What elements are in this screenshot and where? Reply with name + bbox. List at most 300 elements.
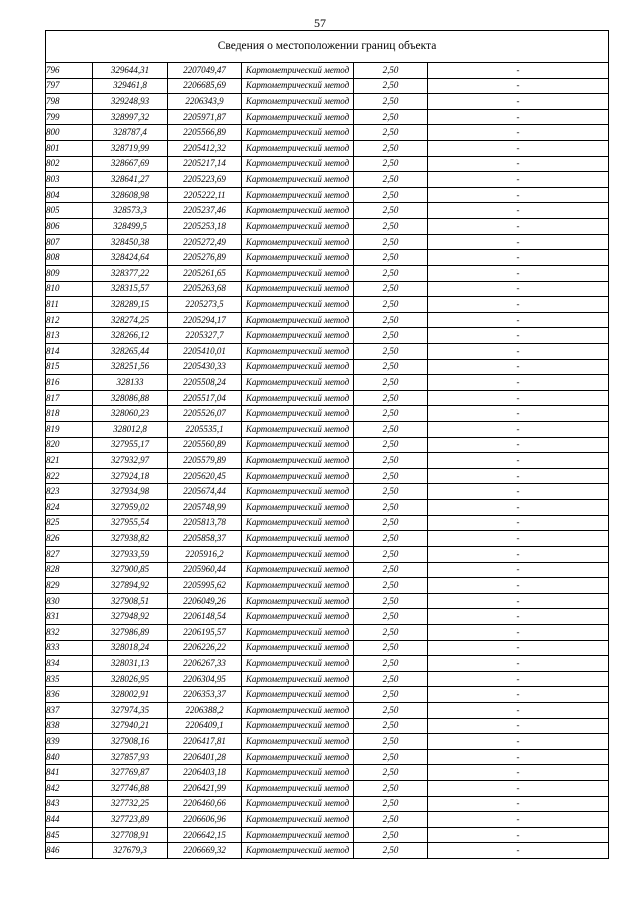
coord-x-cell: 328031,13 [93, 656, 168, 672]
method-cell: Картометрический метод [242, 109, 354, 125]
coord-y-cell: 2205560,89 [168, 437, 242, 453]
method-cell: Картометрический метод [242, 812, 354, 828]
point-number-cell: 800 [46, 125, 93, 141]
point-number-cell: 834 [46, 656, 93, 672]
method-cell: Картометрический метод [242, 500, 354, 516]
coord-y-cell: 2206642,15 [168, 827, 242, 843]
point-number-cell: 843 [46, 796, 93, 812]
table-row [46, 827, 609, 843]
accuracy-cell: 2,50 [354, 781, 428, 797]
table-row [46, 468, 609, 484]
coord-y-cell: 2205916,2 [168, 546, 242, 562]
point-number-cell: 842 [46, 781, 93, 797]
coord-y-cell: 2205273,5 [168, 297, 242, 313]
description-cell: - [428, 827, 609, 843]
coord-x-cell: 327940,21 [93, 718, 168, 734]
coord-y-cell: 2205223,69 [168, 172, 242, 188]
table-row [46, 718, 609, 734]
coord-x-cell: 327932,97 [93, 453, 168, 469]
accuracy-cell: 2,50 [354, 765, 428, 781]
method-cell: Картометрический метод [242, 250, 354, 266]
coord-x-cell: 328289,15 [93, 297, 168, 313]
accuracy-cell: 2,50 [354, 78, 428, 94]
table-row [46, 812, 609, 828]
table-row [46, 281, 609, 297]
coord-y-cell: 2206401,28 [168, 749, 242, 765]
point-number-cell: 812 [46, 312, 93, 328]
coord-x-cell: 328997,32 [93, 109, 168, 125]
method-cell: Картометрический метод [242, 78, 354, 94]
coord-x-cell: 328787,4 [93, 125, 168, 141]
table-row [46, 562, 609, 578]
coord-y-cell: 2206685,69 [168, 78, 242, 94]
coord-y-cell: 2205620,45 [168, 468, 242, 484]
method-cell: Картометрический метод [242, 593, 354, 609]
point-number-cell: 813 [46, 328, 93, 344]
table-row [46, 515, 609, 531]
table-row [46, 297, 609, 313]
accuracy-cell: 2,50 [354, 453, 428, 469]
coord-x-cell: 328424,64 [93, 250, 168, 266]
description-cell: - [428, 406, 609, 422]
table-row [46, 749, 609, 765]
coord-y-cell: 2206353,37 [168, 687, 242, 703]
coord-y-cell: 2206460,66 [168, 796, 242, 812]
coord-x-cell: 329644,31 [93, 63, 168, 79]
description-cell: - [428, 718, 609, 734]
coord-x-cell: 328251,56 [93, 359, 168, 375]
description-cell: - [428, 63, 609, 79]
coord-y-cell: 2205960,44 [168, 562, 242, 578]
coord-x-cell: 328499,5 [93, 219, 168, 235]
point-number-cell: 828 [46, 562, 93, 578]
method-cell: Картометрический метод [242, 359, 354, 375]
table-row [46, 702, 609, 718]
coord-x-cell: 327746,88 [93, 781, 168, 797]
coord-y-cell: 2205327,7 [168, 328, 242, 344]
accuracy-cell: 2,50 [354, 734, 428, 750]
coord-x-cell: 328060,23 [93, 406, 168, 422]
point-number-cell: 844 [46, 812, 93, 828]
method-cell: Картометрический метод [242, 671, 354, 687]
accuracy-cell: 2,50 [354, 390, 428, 406]
point-number-cell: 804 [46, 187, 93, 203]
coord-y-cell: 2205813,78 [168, 515, 242, 531]
accuracy-cell: 2,50 [354, 219, 428, 235]
coord-y-cell: 2206669,32 [168, 843, 242, 859]
table-row [46, 203, 609, 219]
point-number-cell: 839 [46, 734, 93, 750]
coord-x-cell: 328026,95 [93, 671, 168, 687]
description-cell: - [428, 187, 609, 203]
coord-x-cell: 328608,98 [93, 187, 168, 203]
coord-x-cell: 328086,88 [93, 390, 168, 406]
accuracy-cell: 2,50 [354, 297, 428, 313]
point-number-cell: 821 [46, 453, 93, 469]
point-number-cell: 829 [46, 578, 93, 594]
accuracy-cell: 2,50 [354, 515, 428, 531]
point-number-cell: 837 [46, 702, 93, 718]
accuracy-cell: 2,50 [354, 265, 428, 281]
description-cell: - [428, 656, 609, 672]
method-cell: Картометрический метод [242, 172, 354, 188]
accuracy-cell: 2,50 [354, 656, 428, 672]
coord-y-cell: 2206388,2 [168, 702, 242, 718]
method-cell: Картометрический метод [242, 687, 354, 703]
table-row [46, 328, 609, 344]
table-row [46, 422, 609, 438]
accuracy-cell: 2,50 [354, 812, 428, 828]
description-cell: - [428, 125, 609, 141]
coord-x-cell: 327924,18 [93, 468, 168, 484]
description-cell: - [428, 359, 609, 375]
table-row [46, 78, 609, 94]
accuracy-cell: 2,50 [354, 749, 428, 765]
coord-x-cell: 328012,8 [93, 422, 168, 438]
accuracy-cell: 2,50 [354, 500, 428, 516]
table-row [46, 437, 609, 453]
table-row [46, 796, 609, 812]
coord-y-cell: 2205294,17 [168, 312, 242, 328]
coord-y-cell: 2206606,96 [168, 812, 242, 828]
method-cell: Картометрический метод [242, 578, 354, 594]
description-cell: - [428, 468, 609, 484]
coord-y-cell: 2205272,49 [168, 234, 242, 250]
method-cell: Картометрический метод [242, 781, 354, 797]
table-row [46, 125, 609, 141]
accuracy-cell: 2,50 [354, 281, 428, 297]
point-number-cell: 798 [46, 94, 93, 110]
coord-x-cell: 327974,35 [93, 702, 168, 718]
coord-x-cell: 327934,98 [93, 484, 168, 500]
method-cell: Картометрический метод [242, 422, 354, 438]
table-row [46, 656, 609, 672]
coord-x-cell: 327900,85 [93, 562, 168, 578]
method-cell: Картометрический метод [242, 734, 354, 750]
coord-y-cell: 2205535,1 [168, 422, 242, 438]
description-cell: - [428, 437, 609, 453]
method-cell: Картометрический метод [242, 827, 354, 843]
point-number-cell: 824 [46, 500, 93, 516]
point-number-cell: 831 [46, 609, 93, 625]
coord-y-cell: 2205579,89 [168, 453, 242, 469]
table-row [46, 234, 609, 250]
point-number-cell: 823 [46, 484, 93, 500]
method-cell: Картометрический метод [242, 265, 354, 281]
method-cell: Картометрический метод [242, 328, 354, 344]
point-number-cell: 801 [46, 141, 93, 157]
point-number-cell: 809 [46, 265, 93, 281]
method-cell: Картометрический метод [242, 562, 354, 578]
coord-y-cell: 2205748,99 [168, 500, 242, 516]
accuracy-cell: 2,50 [354, 484, 428, 500]
point-number-cell: 818 [46, 406, 93, 422]
accuracy-cell: 2,50 [354, 687, 428, 703]
point-number-cell: 802 [46, 156, 93, 172]
coord-y-cell: 2206409,1 [168, 718, 242, 734]
coord-x-cell: 328315,57 [93, 281, 168, 297]
coord-x-cell: 329461,8 [93, 78, 168, 94]
description-cell: - [428, 453, 609, 469]
point-number-cell: 825 [46, 515, 93, 531]
description-cell: - [428, 562, 609, 578]
method-cell: Картометрический метод [242, 468, 354, 484]
accuracy-cell: 2,50 [354, 187, 428, 203]
coord-x-cell: 328641,27 [93, 172, 168, 188]
method-cell: Картометрический метод [242, 843, 354, 859]
accuracy-cell: 2,50 [354, 437, 428, 453]
coord-y-cell: 2205276,89 [168, 250, 242, 266]
method-cell: Картометрический метод [242, 297, 354, 313]
point-number-cell: 797 [46, 78, 93, 94]
coord-y-cell: 2206304,95 [168, 671, 242, 687]
description-cell: - [428, 94, 609, 110]
coord-x-cell: 328573,3 [93, 203, 168, 219]
coord-x-cell: 328377,22 [93, 265, 168, 281]
table-row [46, 406, 609, 422]
method-cell: Картометрический метод [242, 141, 354, 157]
accuracy-cell: 2,50 [354, 109, 428, 125]
method-cell: Картометрический метод [242, 640, 354, 656]
method-cell: Картометрический метод [242, 515, 354, 531]
description-cell: - [428, 781, 609, 797]
description-cell: - [428, 219, 609, 235]
table-row [46, 187, 609, 203]
description-cell: - [428, 671, 609, 687]
coord-x-cell: 328266,12 [93, 328, 168, 344]
point-number-cell: 806 [46, 219, 93, 235]
table-row [46, 593, 609, 609]
accuracy-cell: 2,50 [354, 156, 428, 172]
coord-y-cell: 2205222,11 [168, 187, 242, 203]
coord-x-cell: 327908,16 [93, 734, 168, 750]
coord-x-cell: 327938,82 [93, 531, 168, 547]
accuracy-cell: 2,50 [354, 671, 428, 687]
coord-y-cell: 2205566,89 [168, 125, 242, 141]
method-cell: Картометрический метод [242, 718, 354, 734]
description-cell: - [428, 297, 609, 313]
method-cell: Картометрический метод [242, 437, 354, 453]
description-cell: - [428, 531, 609, 547]
accuracy-cell: 2,50 [354, 562, 428, 578]
coord-x-cell: 327679,3 [93, 843, 168, 859]
method-cell: Картометрический метод [242, 156, 354, 172]
accuracy-cell: 2,50 [354, 593, 428, 609]
coord-x-cell: 327955,17 [93, 437, 168, 453]
table-row [46, 390, 609, 406]
table-row [46, 265, 609, 281]
method-cell: Картометрический метод [242, 796, 354, 812]
table-row [46, 671, 609, 687]
table-row [46, 94, 609, 110]
method-cell: Картометрический метод [242, 406, 354, 422]
method-cell: Картометрический метод [242, 375, 354, 391]
method-cell: Картометрический метод [242, 656, 354, 672]
point-number-cell: 822 [46, 468, 93, 484]
table-row [46, 624, 609, 640]
coord-x-cell: 327723,89 [93, 812, 168, 828]
table-row [46, 734, 609, 750]
coord-y-cell: 2206343,9 [168, 94, 242, 110]
coord-y-cell: 2205995,62 [168, 578, 242, 594]
point-number-cell: 799 [46, 109, 93, 125]
accuracy-cell: 2,50 [354, 375, 428, 391]
description-cell: - [428, 422, 609, 438]
coord-y-cell: 2205508,24 [168, 375, 242, 391]
description-cell: - [428, 500, 609, 516]
coord-x-cell: 328667,69 [93, 156, 168, 172]
coord-y-cell: 2205410,01 [168, 343, 242, 359]
coord-y-cell: 2206267,33 [168, 656, 242, 672]
accuracy-cell: 2,50 [354, 141, 428, 157]
accuracy-cell: 2,50 [354, 827, 428, 843]
coord-y-cell: 2206148,54 [168, 609, 242, 625]
description-cell: - [428, 640, 609, 656]
method-cell: Картометрический метод [242, 484, 354, 500]
method-cell: Картометрический метод [242, 624, 354, 640]
point-number-cell: 827 [46, 546, 93, 562]
description-cell: - [428, 609, 609, 625]
table-row [46, 609, 609, 625]
method-cell: Картометрический метод [242, 343, 354, 359]
table-row [46, 843, 609, 859]
accuracy-cell: 2,50 [354, 94, 428, 110]
method-cell: Картометрический метод [242, 453, 354, 469]
accuracy-cell: 2,50 [354, 312, 428, 328]
point-number-cell: 815 [46, 359, 93, 375]
coord-x-cell: 327908,51 [93, 593, 168, 609]
point-number-cell: 835 [46, 671, 93, 687]
point-number-cell: 826 [46, 531, 93, 547]
method-cell: Картометрический метод [242, 203, 354, 219]
method-cell: Картометрический метод [242, 281, 354, 297]
coord-x-cell: 327732,25 [93, 796, 168, 812]
accuracy-cell: 2,50 [354, 234, 428, 250]
point-number-cell: 810 [46, 281, 93, 297]
description-cell: - [428, 484, 609, 500]
coord-x-cell: 328450,38 [93, 234, 168, 250]
point-number-cell: 808 [46, 250, 93, 266]
point-number-cell: 816 [46, 375, 93, 391]
accuracy-cell: 2,50 [354, 640, 428, 656]
accuracy-cell: 2,50 [354, 359, 428, 375]
method-cell: Картометрический метод [242, 125, 354, 141]
table-caption: Сведения о местоположении границ объекта [46, 31, 609, 63]
description-cell: - [428, 843, 609, 859]
coord-y-cell: 2205517,04 [168, 390, 242, 406]
table-row [46, 484, 609, 500]
method-cell: Картометрический метод [242, 234, 354, 250]
description-cell: - [428, 328, 609, 344]
description-cell: - [428, 141, 609, 157]
coord-x-cell: 327708,91 [93, 827, 168, 843]
description-cell: - [428, 796, 609, 812]
point-number-cell: 811 [46, 297, 93, 313]
coord-x-cell: 329248,93 [93, 94, 168, 110]
accuracy-cell: 2,50 [354, 546, 428, 562]
accuracy-cell: 2,50 [354, 203, 428, 219]
coord-x-cell: 327959,02 [93, 500, 168, 516]
description-cell: - [428, 578, 609, 594]
coord-y-cell: 2206226,22 [168, 640, 242, 656]
method-cell: Картометрический метод [242, 63, 354, 79]
description-cell: - [428, 250, 609, 266]
table-row [46, 63, 609, 79]
coord-y-cell: 2206403,18 [168, 765, 242, 781]
coord-x-cell: 328002,91 [93, 687, 168, 703]
coord-y-cell: 2206421,99 [168, 781, 242, 797]
coord-x-cell: 327769,87 [93, 765, 168, 781]
point-number-cell: 845 [46, 827, 93, 843]
description-cell: - [428, 156, 609, 172]
point-number-cell: 840 [46, 749, 93, 765]
description-cell: - [428, 749, 609, 765]
description-cell: - [428, 765, 609, 781]
point-number-cell: 803 [46, 172, 93, 188]
accuracy-cell: 2,50 [354, 718, 428, 734]
table-body [46, 63, 609, 859]
coord-y-cell: 2205253,18 [168, 219, 242, 235]
method-cell: Картометрический метод [242, 702, 354, 718]
table-row [46, 343, 609, 359]
point-number-cell: 817 [46, 390, 93, 406]
method-cell: Картометрический метод [242, 187, 354, 203]
coord-x-cell: 328719,99 [93, 141, 168, 157]
coord-y-cell: 2205971,87 [168, 109, 242, 125]
description-cell: - [428, 515, 609, 531]
coord-y-cell: 2205430,33 [168, 359, 242, 375]
table-row [46, 781, 609, 797]
accuracy-cell: 2,50 [354, 406, 428, 422]
table-row [46, 640, 609, 656]
coord-x-cell: 328018,24 [93, 640, 168, 656]
point-number-cell: 820 [46, 437, 93, 453]
coord-x-cell: 327857,93 [93, 749, 168, 765]
description-cell: - [428, 734, 609, 750]
method-cell: Картометрический метод [242, 765, 354, 781]
description-cell: - [428, 281, 609, 297]
table-row [46, 687, 609, 703]
description-cell: - [428, 78, 609, 94]
point-number-cell: 805 [46, 203, 93, 219]
table-row [46, 578, 609, 594]
coord-x-cell: 327894,92 [93, 578, 168, 594]
table-row [46, 546, 609, 562]
page-number: 57 [314, 16, 326, 30]
table-caption-row [46, 31, 609, 63]
method-cell: Картометрический метод [242, 531, 354, 547]
description-cell: - [428, 593, 609, 609]
description-cell: - [428, 312, 609, 328]
description-cell: - [428, 812, 609, 828]
table-row [46, 250, 609, 266]
accuracy-cell: 2,50 [354, 125, 428, 141]
description-cell: - [428, 343, 609, 359]
coord-y-cell: 2205674,44 [168, 484, 242, 500]
accuracy-cell: 2,50 [354, 578, 428, 594]
accuracy-cell: 2,50 [354, 843, 428, 859]
coord-y-cell: 2205412,32 [168, 141, 242, 157]
point-number-cell: 841 [46, 765, 93, 781]
method-cell: Картометрический метод [242, 609, 354, 625]
table-row [46, 359, 609, 375]
coord-y-cell: 2205237,46 [168, 203, 242, 219]
coord-x-cell: 327986,89 [93, 624, 168, 640]
description-cell: - [428, 109, 609, 125]
description-cell: - [428, 375, 609, 391]
accuracy-cell: 2,50 [354, 796, 428, 812]
table-row [46, 312, 609, 328]
